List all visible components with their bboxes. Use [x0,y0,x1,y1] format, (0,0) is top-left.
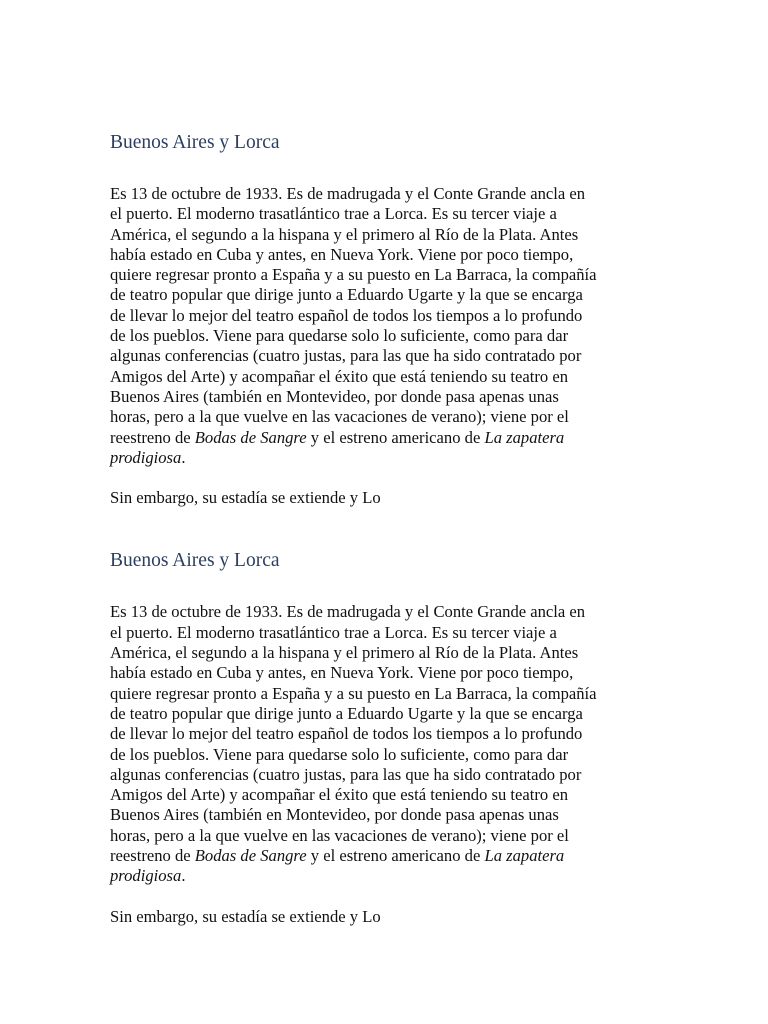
text-line: horas, pero a la que vuelve en las vacaciones de verano); viene por el [110,825,569,845]
work-title-italic: Bodas de Sangre [194,846,307,866]
text-line: el puerto. El moderno trasatlántico trae a Lorca. Es su tercer viaje a [110,622,557,642]
text-line: quiere regresar pronto a España y a su puesto en La Barraca, la compañía [110,683,597,703]
work-title-italic: prodigiosa [110,447,182,467]
text-line [110,866,670,886]
text-line: América, el segundo a la hispana y el primero al Río de la Plata. Antes [110,224,579,244]
text-line: quiere regresar pronto a España y a su puesto en La Barraca, la compañía [110,265,597,285]
text-line: Amigos del Arte) y acompañar el éxito que está teniendo su teatro en [110,785,569,805]
text-run: reestreno de [110,846,195,866]
text-line: Es 13 de octubre de 1933. Es de madrugada y el Conte Grande ancla en [110,184,586,203]
section-heading: Buenos Aires y Lorca [110,132,280,153]
document-page [110,130,670,927]
text-run: y el estreno americano de [306,846,485,866]
body-paragraph [110,184,670,468]
truncated-paragraph: Sin embargo, su estadía se extiende y Lo [110,488,381,508]
text-run: y el estreno americano de [306,427,485,447]
text-line: Amigos del Arte) y acompañar el éxito que está teniendo su teatro en [110,366,569,386]
text-line: de llevar lo mejor del teatro español de todos los tiempos a lo profundo [110,724,583,744]
text-line: Es 13 de octubre de 1933. Es de madrugada y el Conte Grande ancla en [110,602,586,622]
truncated-paragraph: Sin embargo, su estadía se extiende y Lo [110,906,381,926]
text-line: horas, pero a la que vuelve en las vacaciones de verano); viene por el [110,407,569,427]
article-section-1 [110,130,670,508]
text-line: de teatro popular que dirige junto a Eduardo Ugarte y la que se encarga [110,285,583,305]
article-section-2 [110,548,670,926]
body-paragraph [110,602,670,886]
text-line [110,448,670,468]
text-line: de los pueblos. Viene para quedarse solo lo suficiente, como para dar [110,326,569,346]
text-line [110,428,670,448]
text-line: había estado en Cuba y antes, en Nueva York. Viene por poco tiempo, [110,663,574,683]
text-line: de llevar lo mejor del teatro español de todos los tiempos a lo profundo [110,305,583,325]
text-run: . [181,447,186,467]
text-run: reestreno de [110,427,195,447]
work-title-italic: La zapatera [484,846,565,866]
text-line: de los pueblos. Viene para quedarse solo lo suficiente, como para dar [110,744,569,764]
text-line: el puerto. El moderno trasatlántico trae a Lorca. Es su tercer viaje a [110,204,557,224]
text-line: Buenos Aires (también en Montevideo, por donde pasa apenas unas [110,386,559,406]
text-line: Buenos Aires (también en Montevideo, por donde pasa apenas unas [110,805,559,825]
text-line: América, el segundo a la hispana y el primero al Río de la Plata. Antes [110,643,579,663]
text-line: de teatro popular que dirige junto a Eduardo Ugarte y la que se encarga [110,703,583,723]
text-line [110,846,670,866]
text-line: algunas conferencias (cuatro justas, para las que ha sido contratado por [110,764,582,784]
section-heading: Buenos Aires y Lorca [110,550,280,572]
text-line: había estado en Cuba y antes, en Nueva York. Viene por poco tiempo, [110,244,574,264]
text-line: algunas conferencias (cuatro justas, para las que ha sido contratado por [110,346,582,366]
text-run: . [181,866,186,886]
work-title-italic: prodigiosa [110,866,182,886]
work-title-italic: Bodas de Sangre [194,427,307,447]
work-title-italic: La zapatera [484,427,565,447]
